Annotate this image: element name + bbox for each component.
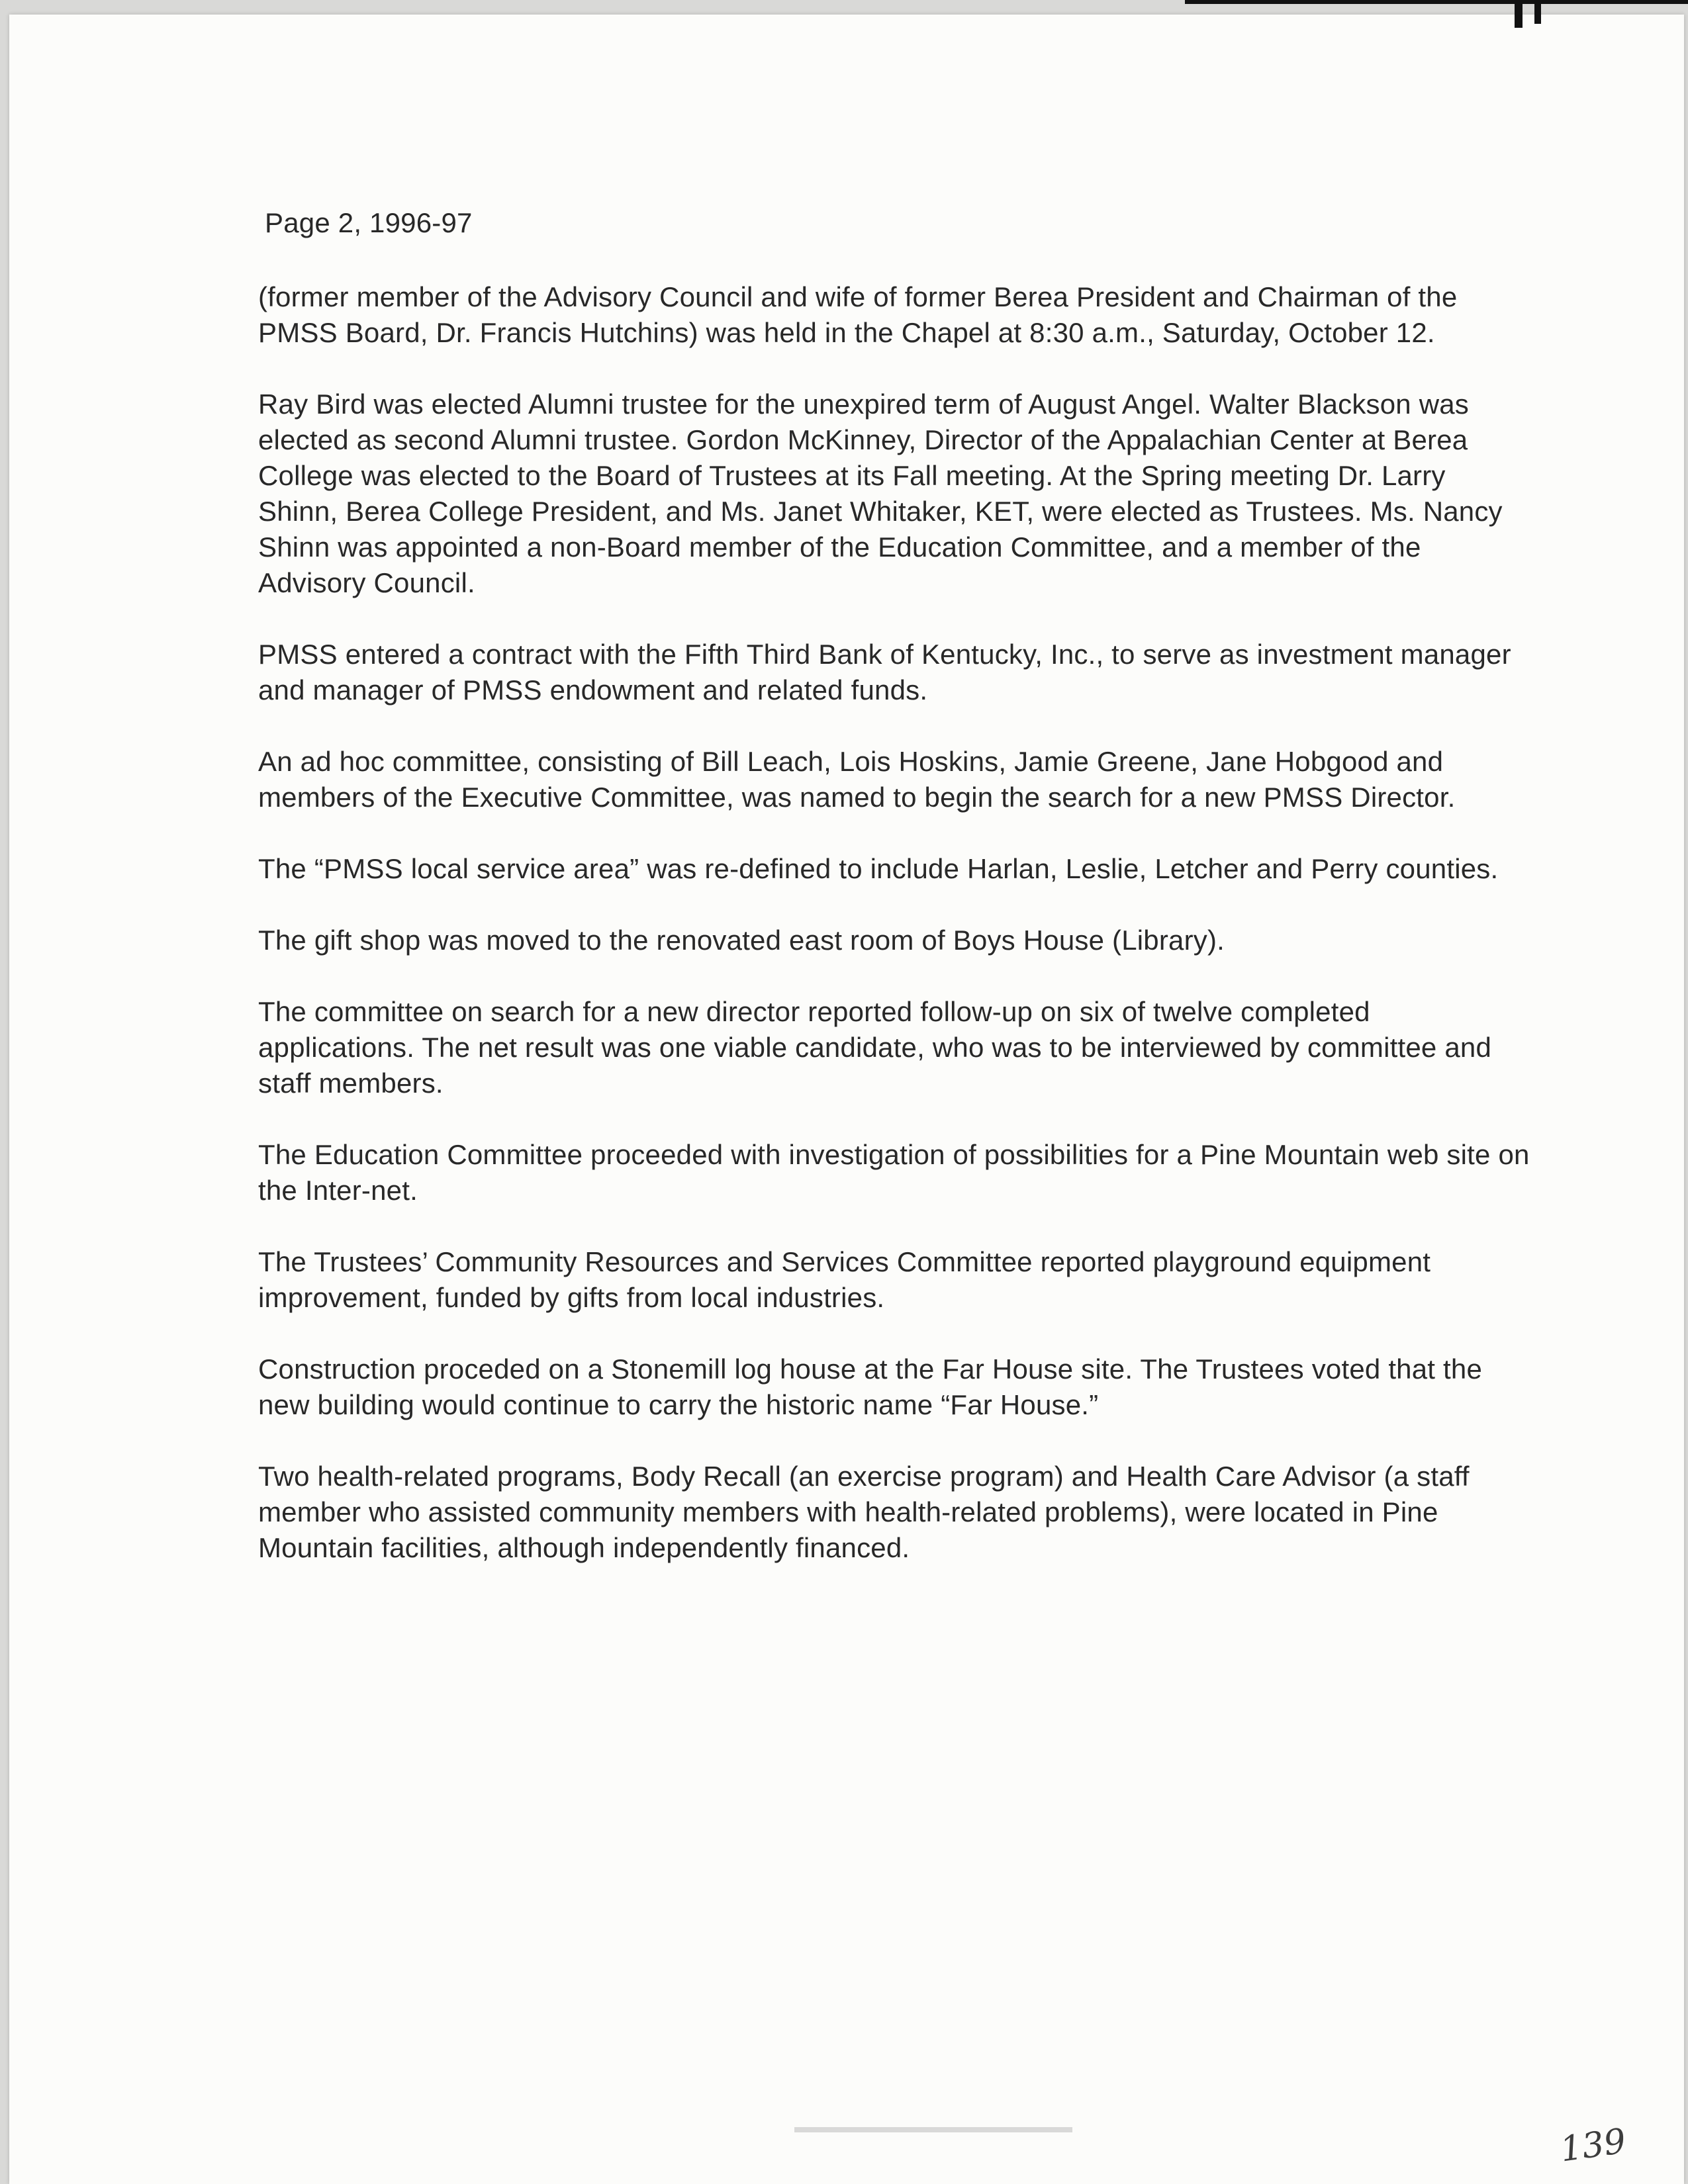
- scan-artifact-tick: [1534, 0, 1541, 24]
- paragraph: PMSS entered a contract with the Fifth Third Bank of Kentucky, Inc., to serve as investment manager and manager of PMSS endowment and related funds.: [258, 639, 1511, 705]
- scan-artifact-smudge: [794, 2127, 1072, 2132]
- paragraph: The “PMSS local service area” was re-defined to include Harlan, Leslie, Letcher and Perry counties.: [258, 853, 1499, 884]
- paragraph: The committee on search for a new director reported follow-up on six of twelve completed applications. The net result was one viable candidate, who was to be interviewed by committee and staff members.: [258, 996, 1492, 1099]
- page-header: Page 2, 1996-97: [265, 207, 473, 238]
- handwritten-page-number: 139: [1558, 2121, 1628, 2170]
- paragraph: The Education Committee proceeded with investigation of possibilities for a Pine Mountain web site on the Inter-net.: [258, 1139, 1530, 1206]
- scan-artifact-line: [1185, 0, 1688, 4]
- scanned-document-page: [9, 15, 1684, 2184]
- paragraph: (former member of the Advisory Council and wife of former Berea President and Chairman of the PMSS Board, Dr. Francis Hutchins) was held in the Chapel at 8:30 a.m., Saturday, October 12.: [258, 281, 1458, 348]
- paragraph: The Trustees’ Community Resources and Services Committee reported playground equipment improvement, funded by gifts from local industries.: [258, 1246, 1431, 1313]
- paragraph: Construction proceded on a Stonemill log house at the Far House site. The Trustees voted that the new building would continue to carry the historic name “Far House.”: [258, 1353, 1483, 1420]
- paragraph: Two health-related programs, Body Recall (an exercise program) and Health Care Advisor (a staff member who assisted community members with health-related problems), were located in Pine Mountain facilities, although independently financed.: [258, 1461, 1470, 1563]
- paragraph: The gift shop was moved to the renovated east room of Boys House (Library).: [258, 925, 1225, 956]
- paragraph: An ad hoc committee, consisting of Bill Leach, Lois Hoskins, Jamie Greene, Jane Hobgood and members of the Executive Committee, was named to begin the search for a new PMSS Director.: [258, 746, 1456, 813]
- paragraph: Ray Bird was elected Alumni trustee for the unexpired term of August Angel. Walter Blackson was elected as second Alumni trustee. Gordon McKinney, Director of the Appalachian Center at Berea College was elected to the Board of Trustees at its Fall meeting. At the Spring meeting Dr. Larry Shinn, Berea College President, and Ms. Janet Whitaker, KET, were elected as Trustees. Ms. Nancy Shinn was appointed a non-Board member of the Education Committee, and a member of the Advisory Council.: [258, 388, 1503, 598]
- document-body: [258, 205, 1532, 1602]
- scan-artifact-tick: [1515, 0, 1523, 28]
